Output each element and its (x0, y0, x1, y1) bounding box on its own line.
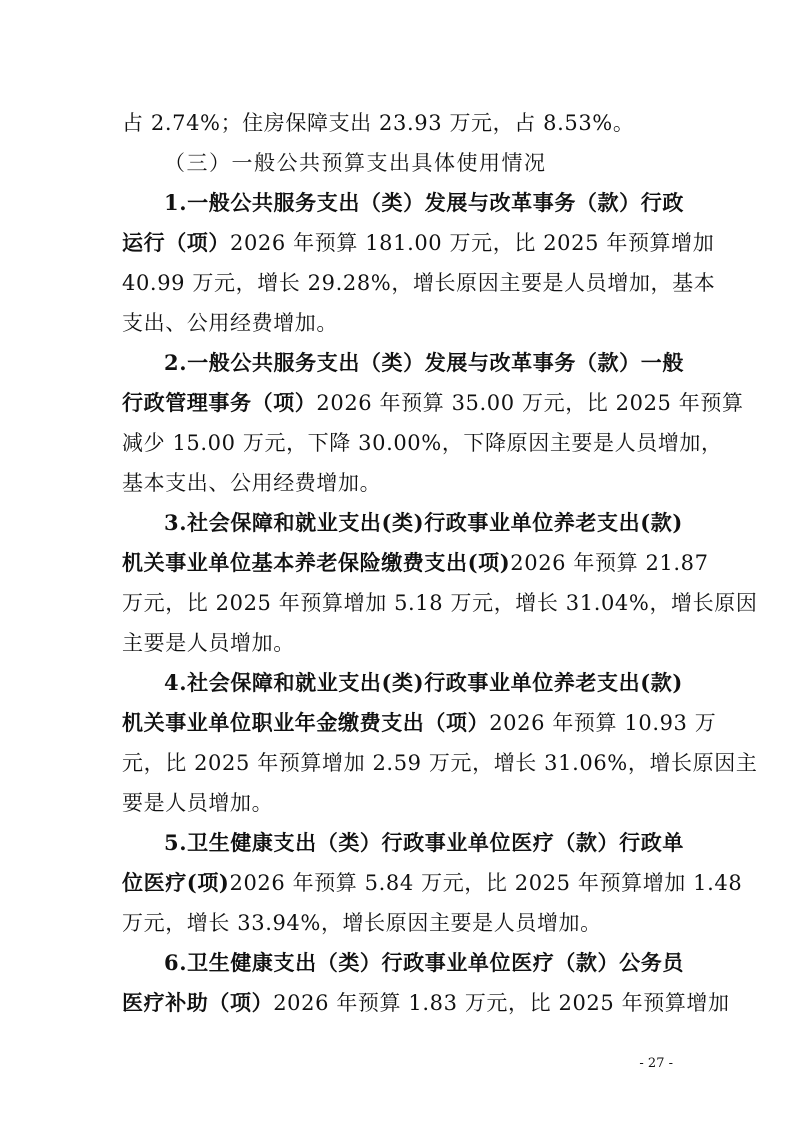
item-heading: 2.一般公共服务支出（类）发展与改革事务（款）一般 (164, 350, 684, 375)
text-line: 主要是人员增加。 (122, 631, 295, 655)
text-line: 占 2.74%；住房保障支出 23.93 万元，占 8.53%。 (122, 111, 635, 135)
text-line (122, 388, 744, 418)
section-heading: （三）一般公共预算支出具体使用情况 (164, 151, 547, 175)
page-footer (0, 1056, 793, 1071)
text-line: 40.99 万元，增长 29.28%，增长原因主要是人员增加，基本 (122, 271, 716, 295)
text-line: 基本支出、公用经费增加。 (122, 471, 382, 495)
item-heading-cont: 位医疗(项) (122, 870, 230, 895)
item-text: 2026 年预算 21.87 (510, 551, 709, 575)
text-line (122, 228, 715, 258)
item-heading-cont: 机关事业单位基本养老保险缴费支出(项) (122, 550, 511, 575)
item-text: 2026 年预算 1.83 万元，比 2025 年预算增加 (273, 991, 730, 1015)
text-line (122, 868, 743, 898)
item-text: 2026 年预算 35.00 万元，比 2025 年预算 (316, 391, 744, 415)
text-line (122, 548, 709, 578)
item-heading-cont: 医疗补助（项） (122, 990, 274, 1015)
item-heading: 5.卫生健康支出（类）行政事业单位医疗（款）行政单 (164, 830, 684, 855)
item-heading-cont: 行政管理事务（项） (122, 390, 317, 415)
item-heading: 1.一般公共服务支出（类）发展与改革事务（款）行政 (164, 190, 684, 215)
text-line: 要是人员增加。 (122, 791, 274, 815)
text-line: 万元，比 2025 年预算增加 5.18 万元，增长 31.04%，增长原因 (122, 591, 758, 615)
text-line (122, 708, 717, 738)
text-line: 万元，增长 33.94%，增长原因主要是人员增加。 (122, 911, 602, 935)
item-text: 2026 年预算 181.00 万元，比 2025 年预算增加 (230, 231, 715, 255)
item-heading-cont: 机关事业单位职业年金缴费支出（项） (122, 710, 490, 735)
text-line: 元，比 2025 年预算增加 2.59 万元，增长 31.06%，增长原因主 (122, 751, 758, 775)
text-line: 支出、公用经费增加。 (122, 311, 338, 335)
item-text: 2026 年预算 5.84 万元，比 2025 年预算增加 1.48 (229, 871, 743, 895)
item-heading-cont: 运行（项） (122, 230, 230, 255)
item-heading: 3.社会保障和就业支出(类)行政事业单位养老支出(款) (164, 510, 683, 535)
item-text: 2026 年预算 10.93 万 (489, 711, 717, 735)
text-line (122, 988, 730, 1018)
item-heading: 6.卫生健康支出（类）行政事业单位医疗（款）公务员 (164, 950, 684, 975)
text-line: 减少 15.00 万元，下降 30.00%，下降原因主要是人员增加， (122, 431, 723, 455)
page-number: - 27 - (639, 1056, 673, 1071)
item-heading: 4.社会保障和就业支出(类)行政事业单位养老支出(款) (164, 670, 683, 695)
